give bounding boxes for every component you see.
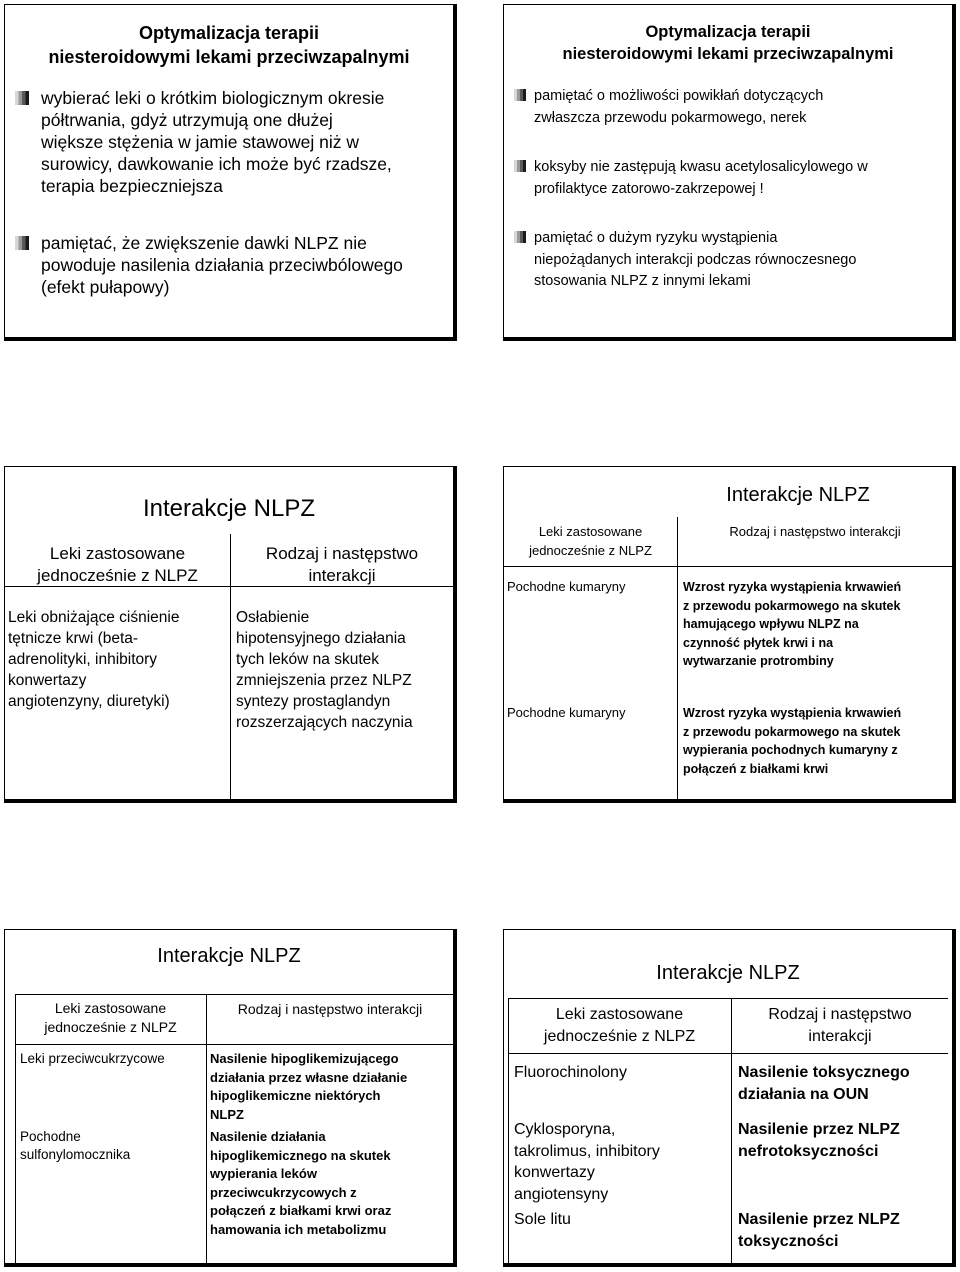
table-cell-effect: Wzrost ryzyka wystąpienia krwawień z przewodu pokarmowego na skutek hamującego wpływu NLPZ na czynność płytek krwi i na wytwarzanie protrombiny <box>683 580 902 668</box>
slide-title: Optymalizacja terapii niesteroidowymi lekami przeciwzapalnymi <box>562 23 894 63</box>
table-cell-drug: Leki obniżające ciśnienie tętnicze krwi (beta- adrenolityki, inhibitory konwertazy angiotenzyny, diuretyki) <box>8 609 180 710</box>
bullet-item <box>514 157 946 203</box>
slide-title: Interakcje NLPZ <box>157 945 301 967</box>
table-cell-drug: Fluorochinolony <box>514 1064 627 1081</box>
bullet-text: wybierać leki o krótkim biologicznym okresie półtrwania, gdyż utrzymują one dłużej większe stężenia w jamie stawowej niż w surowicy, dawkowanie ich może być rzadsze, terapia bezpieczniejsza <box>41 88 392 196</box>
slide-interakcje-1 <box>4 466 457 803</box>
table-header-drugs: Leki zastosowane jednocześnie z NLPZ <box>37 544 198 585</box>
table-divider <box>508 1053 948 1054</box>
table-divider <box>504 566 952 567</box>
slide-interakcje-2 <box>503 466 956 803</box>
bullet-item <box>15 232 447 302</box>
slide-optymalizacja-1 <box>4 4 457 341</box>
table-header-drugs: Leki zastosowane jednocześnie z NLPZ <box>44 1000 177 1035</box>
bullet-square-icon <box>514 231 526 243</box>
table-header-effect: Rodzaj i następstwo interakcji <box>237 1001 423 1017</box>
table-cell-drug: Leki przeciwcukrzycowe <box>20 1051 165 1066</box>
bullet-text: pamiętać o możliwości powikłań dotyczących zwłaszcza przewodu pokarmowego, nerek <box>534 88 824 126</box>
table-cell-drug: Pochodne kumaryny <box>507 579 626 594</box>
slide-interakcje-3 <box>4 929 457 1267</box>
table-cell-drug: Sole litu <box>514 1211 571 1228</box>
table-header-effect: Rodzaj i następstwo interakcji <box>265 544 419 585</box>
table-divider <box>508 998 948 999</box>
table-cell-effect: Nasilenie działania hipoglikemicznego na skutek wypierania leków przeciwcukrzycowych z połączeń z białkami krwi oraz hamowania ich metabolizmu <box>210 1129 392 1237</box>
table-cell-effect: Osłabienie hipotensyjnego działania tych leków na skutek zmniejszenia przez NLPZ syntezy prostaglandyn rozszerzających naczynia <box>236 609 413 731</box>
bullet-item <box>514 228 946 296</box>
table-cell-effect: Nasilenie hipoglikemizującego działania przez własne działanie hipoglikemiczne niektórych NLPZ <box>210 1051 408 1122</box>
slide-optymalizacja-2 <box>503 4 956 341</box>
table-cell-effect: Nasilenie przez NLPZ nefrotoksyczności <box>738 1121 900 1160</box>
table-divider <box>206 994 207 1263</box>
table-divider <box>15 1044 453 1045</box>
bullet-square-icon <box>514 89 526 101</box>
bullet-text: koksyby nie zastępują kwasu acetylosalicylowego w profilaktyce zatorowo-zakrzepowej ! <box>534 159 868 197</box>
table-cell-effect: Nasilenie toksycznego działania na OUN <box>738 1064 910 1103</box>
table-cell-drug: Pochodne kumaryny <box>507 705 626 720</box>
table-header-drugs: Leki zastosowane jednocześnie z NLPZ <box>543 1006 696 1045</box>
bullet-item <box>514 86 946 132</box>
bullet-text: pamiętać, że zwiększenie dawki NLPZ nie powoduje nasilenia działania przeciwbólowego (efekt pułapowy) <box>41 233 403 297</box>
bullet-square-icon <box>15 91 29 105</box>
slide-title: Optymalizacja terapii niesteroidowymi lekami przeciwzapalnymi <box>48 23 410 67</box>
bullet-square-icon <box>15 236 29 250</box>
table-header-effect: Rodzaj i następstwo interakcji <box>729 524 901 539</box>
table-cell-effect: Wzrost ryzyka wystąpienia krwawień z przewodu pokarmowego na skutek wypierania pochodnych kumaryny z połączeń z białkami krwi <box>683 706 902 776</box>
slide-title: Interakcje NLPZ <box>656 962 800 984</box>
table-divider <box>677 517 678 799</box>
slide-title: Interakcje NLPZ <box>726 484 870 506</box>
slide-title: Interakcje NLPZ <box>142 495 316 522</box>
table-cell-drug: Cyklosporyna, takrolimus, inhibitory konwertazy angiotensyny <box>514 1121 660 1203</box>
table-divider <box>15 994 453 995</box>
bullet-text: pamiętać o dużym ryzyku wystąpienia niepożądanych interakcji podczas równoczesnego stosowania NLPZ z innymi lekami <box>534 230 857 289</box>
table-cell-drug: Pochodne sulfonylomocznika <box>20 1129 131 1162</box>
table-cell-effect: Nasilenie przez NLPZ toksyczności <box>738 1211 900 1250</box>
table-header-effect: Rodzaj i następstwo interakcji <box>768 1006 912 1045</box>
table-header-drugs: Leki zastosowane jednocześnie z NLPZ <box>529 524 652 558</box>
bullet-item <box>15 87 447 199</box>
bullet-square-icon <box>514 160 526 172</box>
slide-interakcje-4 <box>503 929 956 1267</box>
